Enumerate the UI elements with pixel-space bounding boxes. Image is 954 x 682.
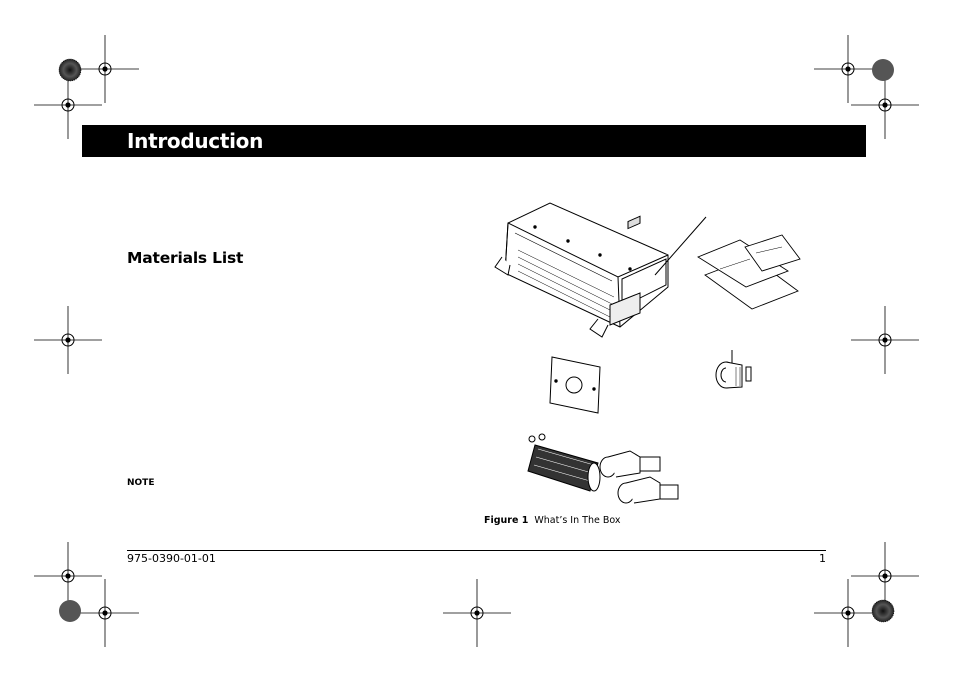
- chapter-header-bar: [82, 125, 866, 157]
- manuals-illustration: [698, 235, 800, 309]
- footer-rule: [127, 550, 826, 551]
- crosshair-mark-icon: [443, 579, 511, 647]
- crosshair-mark-icon: [814, 35, 882, 103]
- color-rosette-icon: [872, 59, 894, 81]
- crosshair-mark-icon: [71, 579, 139, 647]
- cable-assembly-illustration: [528, 434, 678, 503]
- mounting-plate-illustration: [550, 357, 600, 413]
- figure-number: Figure 1: [484, 515, 529, 526]
- crosshair-mark-icon: [71, 35, 139, 103]
- crosshair-mark-icon: [851, 542, 919, 610]
- crosshair-mark-icon: [814, 579, 882, 647]
- crosshair-mark-icon: [34, 542, 102, 610]
- color-rosette-icon: [872, 600, 894, 622]
- color-rosette-icon: [59, 59, 81, 81]
- page-number: 1: [819, 552, 826, 565]
- note-label: NOTE: [127, 478, 155, 488]
- whats-in-the-box-figure: [490, 195, 810, 510]
- figure-caption: [484, 515, 621, 526]
- color-rosette-icon: [59, 600, 81, 622]
- crosshair-mark-icon: [34, 306, 102, 374]
- document-number: 975-0390-01-01: [127, 552, 216, 565]
- chapter-title: Introduction: [127, 129, 264, 153]
- conduit-fitting-illustration: [716, 350, 751, 388]
- callout-leader-line: [655, 217, 706, 275]
- section-heading: Materials List: [127, 249, 244, 267]
- inverter-unit-illustration: [495, 203, 668, 337]
- figure-caption-text: What’s In The Box: [534, 515, 621, 526]
- crosshair-mark-icon: [851, 306, 919, 374]
